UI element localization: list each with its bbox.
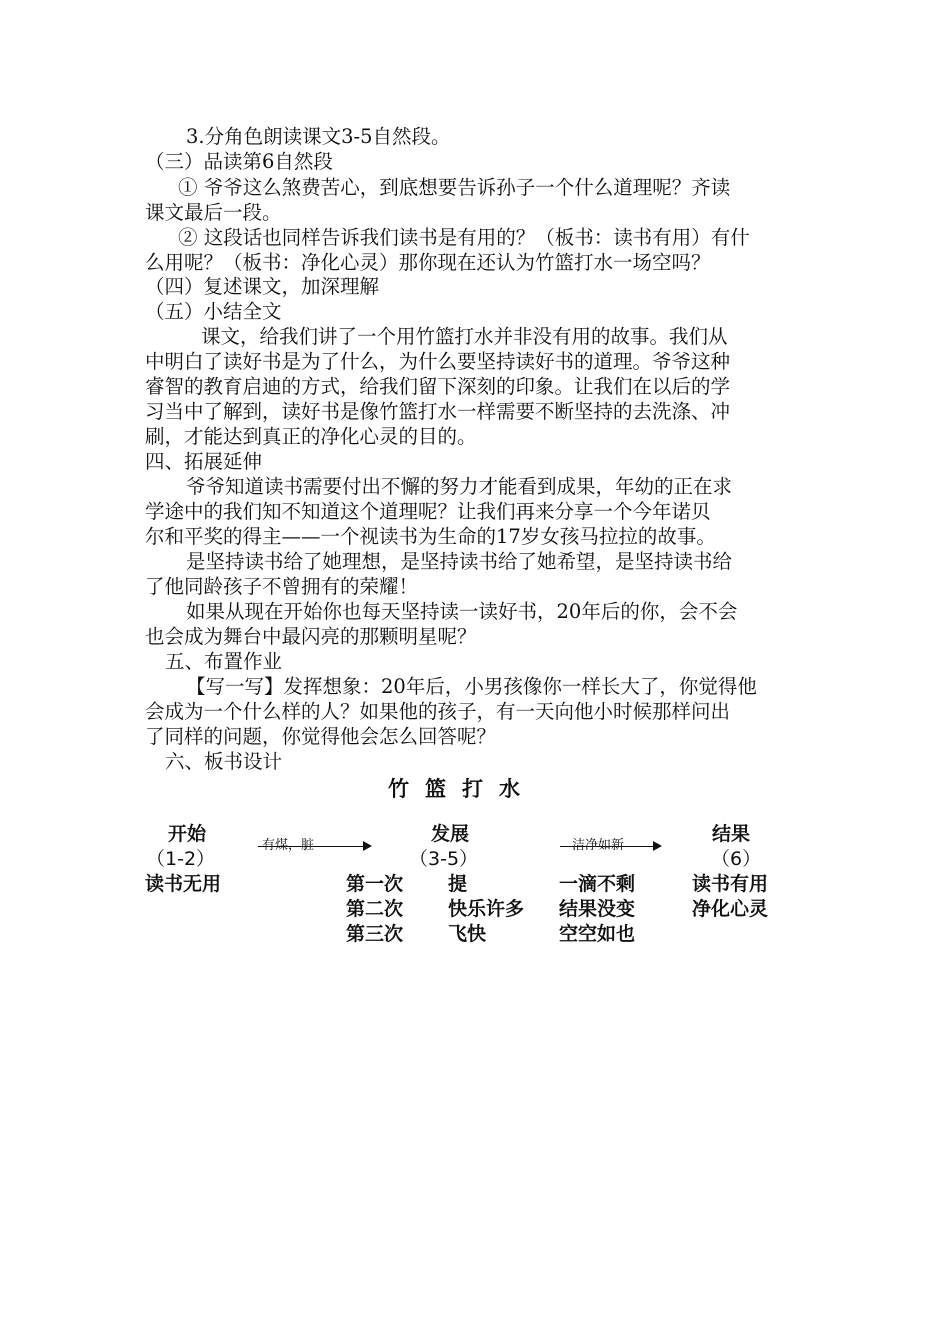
homework-line-2: 会成为一个什么样的人？如果他的孩子，有一天向他小时候那样问出: [145, 700, 731, 723]
extension-line-2: 学途中的我们知不知道这个道理呢？让我们再来分享一个今年诺贝: [145, 500, 711, 523]
arrow-2-icon: [560, 846, 660, 847]
homework-line-1: 【写一写】发挥想象：20年后，小男孩像你一样长大了，你觉得他: [186, 675, 757, 698]
row-3-outcome: 空空如也: [559, 923, 636, 945]
row-3-action: 飞快: [448, 923, 487, 945]
question-1-line-1: ① 爷爷这么煞费苦心，到底想要告诉孙子一个什么道理呢？齐读: [178, 176, 731, 199]
row-2-action: 快乐许多: [448, 898, 525, 920]
row-2-order: 第二次: [346, 898, 404, 920]
row-1-action: 提: [448, 873, 468, 895]
summary-line-2: 中明白了读好书是为了什么，为什么要坚持读好书的道理。爷爷这种: [145, 350, 731, 373]
summary-line-5: 刷，才能达到真正的净化心灵的目的。: [145, 425, 477, 448]
result-range: （6）: [711, 848, 762, 870]
start-range: （1-2）: [146, 848, 216, 870]
extension-line-3: 尔和平奖的得主——一个视读书为生命的17岁女孩马拉拉的故事。: [145, 525, 716, 548]
arrow-1-label: 有煤，脏: [262, 838, 315, 853]
section-5-heading: （五）小结全文: [145, 300, 282, 323]
section-3-heading: （三）品读第6自然段: [145, 150, 333, 173]
result-note-1: 读书有用: [692, 873, 769, 895]
board-title: 竹篮打水: [388, 776, 536, 801]
row-3-order: 第三次: [346, 923, 404, 945]
extension-line-1: 爷爷知道读书需要付出不懈的努力才能看到成果，年幼的正在求: [186, 475, 733, 498]
extension-line-6: 如果从现在开始你也每天坚持读一读好书，20年后的你，会不会: [186, 600, 738, 623]
homework-heading: 五、布置作业: [165, 650, 283, 673]
row-2-outcome: 结果没变: [559, 898, 636, 920]
extension-line-4: 是坚持读书给了她理想，是坚持读书给了她希望，是坚持读书给: [186, 550, 733, 573]
summary-line-4: 习当中了解到，读好书是像竹篮打水一样需要不断坚持的去洗涤、冲: [145, 400, 731, 423]
develop-range: （3-5）: [409, 848, 479, 870]
row-1-order: 第一次: [346, 873, 404, 895]
board-design-heading: 六、板书设计: [165, 750, 283, 773]
row-1-outcome: 一滴不剩: [559, 873, 636, 895]
arrow-2-label: 洁净如新: [572, 838, 625, 853]
summary-line-3: 睿智的教育启迪的方式，给我们留下深刻的印象。让我们在以后的学: [145, 375, 731, 398]
start-note: 读书无用: [145, 873, 222, 895]
question-1-line-2: 课文最后一段。: [145, 201, 282, 224]
extension-line-7: 也会成为舞台中最闪亮的那颗明星呢？: [145, 625, 477, 648]
section-4-heading: （四）复述课文，加深理解: [145, 275, 380, 298]
step-3-line: 3.分角色朗读课文3-5自然段。: [186, 125, 451, 148]
question-2-line-2: 么用呢？（板书：净化心灵）那你现在还认为竹篮打水一场空吗？: [145, 251, 711, 274]
extension-heading: 四、拓展延伸: [145, 450, 263, 473]
homework-line-3: 了同样的问题，你觉得他会怎么回答呢？: [145, 725, 497, 748]
start-heading: 开始: [168, 823, 207, 845]
result-heading: 结果: [712, 823, 751, 845]
result-note-2: 净化心灵: [692, 898, 769, 920]
develop-heading: 发展: [431, 823, 470, 845]
arrow-1-icon: [258, 846, 370, 847]
extension-line-5: 了他同龄孩子不曾拥有的荣耀！: [145, 575, 419, 598]
question-2-line-1: ② 这段话也同样告诉我们读书是有用的？（板书：读书有用）有什: [178, 226, 750, 249]
summary-line-1: 课文，给我们讲了一个用竹篮打水并非没有用的故事。我们从: [201, 325, 728, 348]
